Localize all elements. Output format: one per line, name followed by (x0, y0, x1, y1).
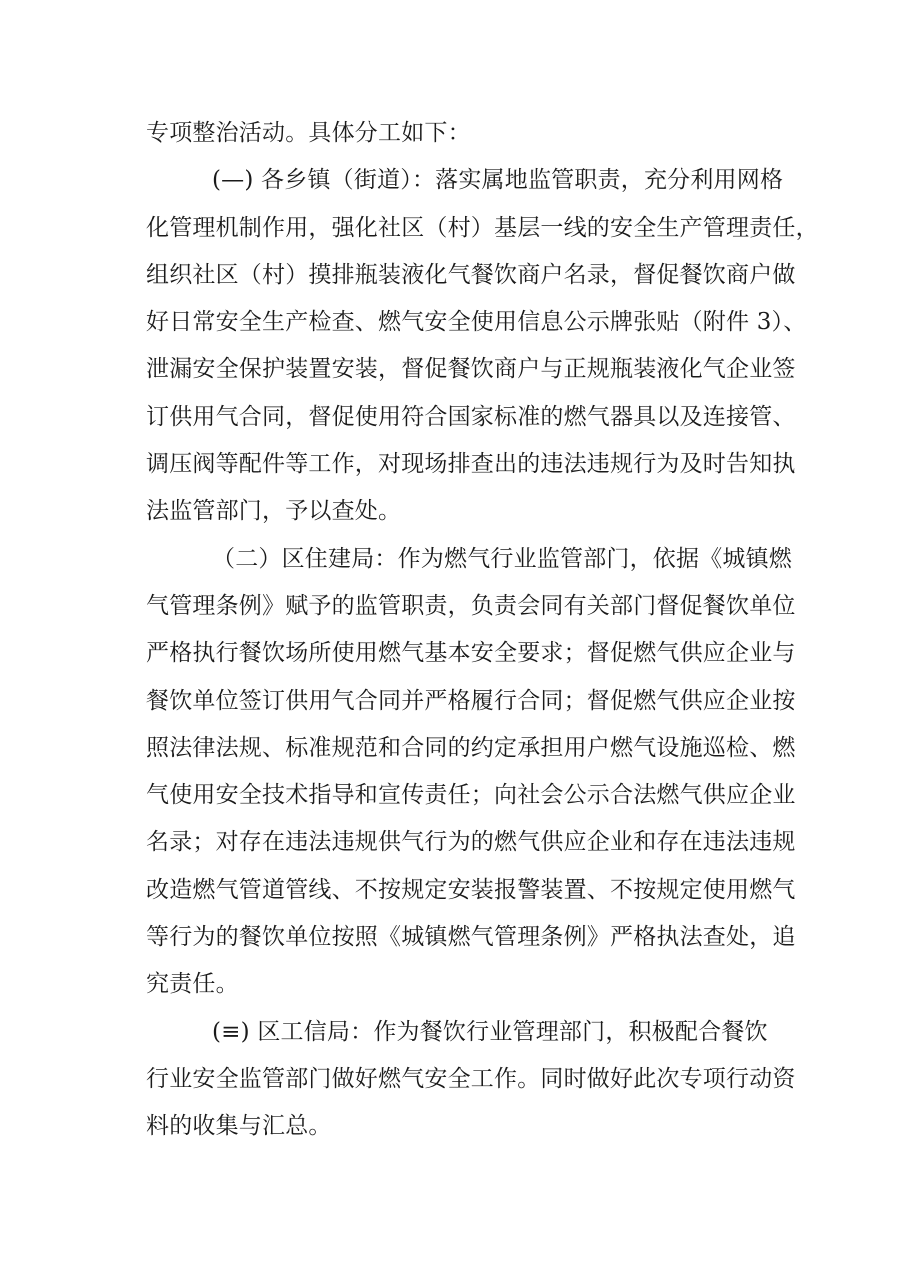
text-line: 好日常安全生产检查、燃气安全使用信息公示牌张贴（附件 3）、 (146, 309, 807, 336)
text-line: 改造燃气管道管线、不按规定安装报警装置、不按规定使用燃气 (146, 876, 796, 903)
text-line: 照法律法规、标准规范和合同的约定承担用户燃气设施巡检、燃 (146, 734, 796, 761)
text-line: 法监管部门，予以查处。 (146, 498, 402, 525)
text-line: 行业安全监管部门做好燃气安全工作。同时做好此次专项行动资 (146, 1065, 796, 1092)
text-line: 气使用安全技术指导和宣传责任；向社会公示合法燃气供应企业 (146, 782, 796, 809)
text-line: 组织社区（村）摸排瓶装液化气餐饮商户名录，督促餐饮商户做 (146, 261, 796, 288)
text-line: 究责任。 (146, 971, 239, 998)
text-line: 餐饮单位签订供用气合同并严格履行合同；督促燃气供应企业按 (146, 687, 796, 714)
text-line: 气管理条例》赋予的监管职责，负责会同有关部门督促餐饮单位 (146, 592, 796, 619)
text-line: 化管理机制作用，强化社区（村）基层一线的安全生产管理责任， (146, 214, 819, 241)
text-line: 料的收集与汇总。 (146, 1113, 332, 1140)
paragraph-heading-line: (—) 各乡镇（街道）：落实属地监管职责，充分利用网格 (212, 167, 784, 194)
text-line: 专项整治活动。具体分工如下： (146, 120, 471, 146)
document-body (146, 110, 819, 1151)
paragraph-heading-line: (≡) 区工信局：作为餐饮行业管理部门，积极配合餐饮 (212, 1018, 768, 1045)
paragraph-heading-line: （二）区住建局：作为燃气行业监管部门，依据《城镇燃 (212, 545, 792, 572)
text-line: 等行为的餐饮单位按照《城镇燃气管理条例》严格执法查处，追 (146, 924, 796, 951)
text-line: 调压阀等配件等工作，对现场排查出的违法违规行为及时告知执 (146, 451, 796, 478)
text-line: 泄漏安全保护装置安装，督促餐饮商户与正规瓶装液化气企业签 (146, 356, 796, 383)
text-line: 名录；对存在违法违规供气行为的燃气供应企业和存在违法违规 (146, 829, 796, 856)
text-line: 订供用气合同，督促使用符合国家标准的燃气器具以及连接管、 (146, 403, 796, 430)
text-line: 严格执行餐饮场所使用燃气基本安全要求；督促燃气供应企业与 (146, 640, 796, 667)
